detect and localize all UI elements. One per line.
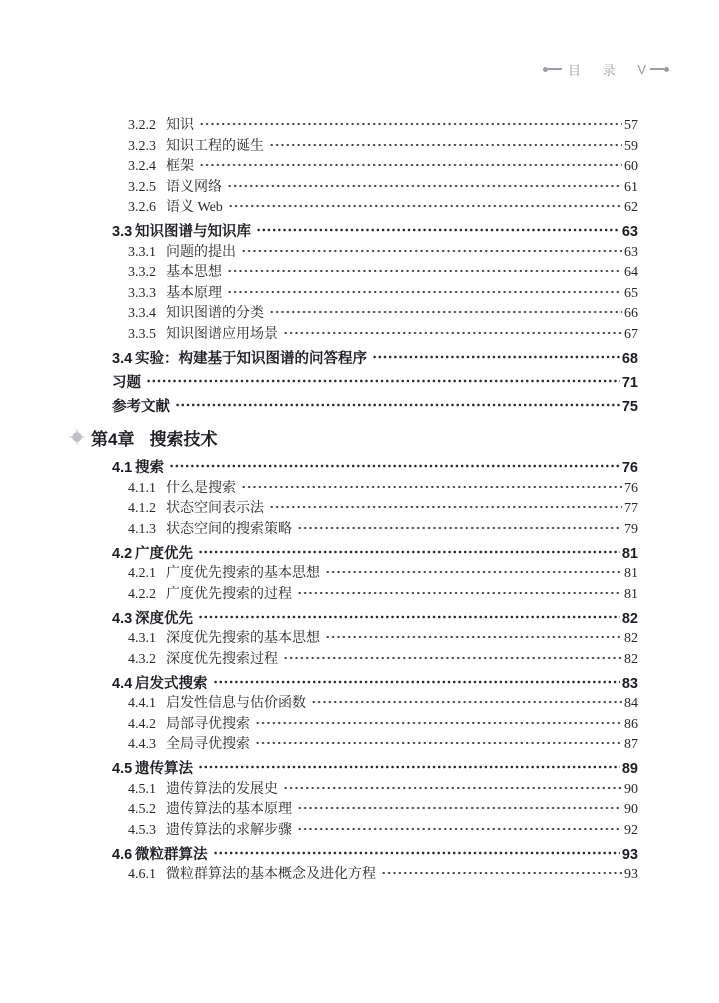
dot-leader [255,717,622,729]
bullet-icon [664,67,669,72]
toc-entry-title: 知识图谱与知识库 [135,224,251,240]
toc-entry-number: 4.2.1 [128,566,156,581]
toc-entry [112,371,638,392]
toc-entry [112,497,638,518]
toc-entry-title: 广度优先搜索的基本思想 [166,566,320,581]
toc-entry-title: 遗传算法 [135,761,193,777]
toc-entry-page: 57 [624,118,638,133]
toc-entry-page: 63 [621,224,638,240]
toc-entry-page: 59 [624,138,638,154]
toc-entry [112,843,638,864]
toc-entry-page: 81 [624,566,638,581]
dot-leader [199,159,622,171]
toc-entry-number: 4.1.1 [128,480,156,496]
toc-entry-number: 3.2.6 [128,200,156,215]
toc-entry-page: 60 [624,159,638,174]
toc-entry [112,196,638,217]
toc-entry-title: 习题 [112,374,141,391]
toc-entry-page: 65 [624,285,638,301]
dot-leader [198,611,620,623]
toc-entry-page: 76 [621,460,638,476]
toc-entry-title: 知识 [166,118,194,133]
dot-leader [198,761,620,773]
toc-entry [112,542,638,563]
toc-entry-page: 82 [624,651,638,667]
toc-entry-page: 83 [621,675,638,692]
dot-leader [228,200,622,212]
toc-entry [112,863,638,884]
toc-entry-title: 知识图谱应用场景 [166,326,278,342]
toc-entry-title: 启发式搜索 [135,675,208,692]
toc-entry [112,757,638,778]
toc-entry-number: 4.6 [112,846,133,863]
dot-leader [227,286,622,298]
toc-entry [112,648,638,669]
toc-entry-title: 语义网络 [166,179,222,195]
dash-rule [650,68,664,70]
toc-entry [112,778,638,799]
toc-entry-number: 3.2.2 [128,118,156,133]
dot-leader [311,696,622,708]
toc-entry-title: 广度优先搜索的过程 [166,586,292,602]
toc-entry [112,627,638,648]
toc-entry-page: 81 [621,545,638,562]
toc-entry-page: 71 [621,374,638,391]
chapter-heading [67,424,638,450]
toc-entry-page: 90 [624,802,638,817]
dot-leader [175,399,620,411]
toc-entry-title: 全局寻优搜索 [166,737,250,752]
toc-entry-page: 64 [624,265,638,280]
header-title: 目 录 [568,62,625,78]
dot-leader [146,375,620,387]
toc-entry-number: 4.5 [112,761,133,777]
dot-leader [325,566,622,578]
dot-leader [381,867,622,879]
toc-entry-title: 遗传算法的基本原理 [166,802,292,817]
toc-entry-page: 63 [624,244,638,260]
dot-leader [283,652,622,664]
toc-entry-title: 基本原理 [166,285,222,301]
toc-entry [112,241,638,262]
toc-entry-page: 86 [624,716,638,732]
toc-entry-page: 75 [621,398,638,415]
dot-leader [256,224,620,236]
toc-entry [112,819,638,840]
dot-leader [241,481,622,493]
dot-leader [198,546,620,558]
toc-entry-page: 87 [624,737,638,752]
dot-leader [325,631,622,643]
dot-leader [269,501,622,513]
toc-entry-title: 状态空间的搜索策略 [166,521,292,537]
toc-entry-number: 3.3.4 [128,306,156,321]
toc-entry-title: 语义 Web [166,200,223,215]
toc-entry-title: 广度优先 [135,545,193,562]
dot-leader [255,737,622,749]
toc-entry [112,282,638,303]
dot-leader [227,265,622,277]
toc-entry [112,456,638,477]
toc-entry-title: 深度优先搜索过程 [166,651,278,667]
toc-entry-title: 基本思想 [166,265,222,280]
toc-entry-number: 3.3.3 [128,285,156,301]
toc-entry-number: 4.1.3 [128,521,156,537]
toc-entry [112,518,638,539]
toc-entry-page: 68 [621,350,638,367]
toc-entry-number: 4.5.2 [128,802,156,817]
toc-entry-page: 81 [624,586,638,602]
toc-entry [112,261,638,282]
toc-entry-page: 93 [621,846,638,863]
toc-entry-title: 什么是搜索 [166,480,236,496]
dash-rule [548,68,562,70]
toc-entry-title: 知识图谱的分类 [166,306,264,321]
dot-leader [283,782,622,794]
toc-entry-number: 4.1 [112,460,133,476]
toc-entry-number: 4.4 [112,675,133,692]
toc-entry-number: 4.3 [112,610,133,627]
toc-entry [112,583,638,604]
toc-entry-title: 微粒群算法的基本概念及进化方程 [166,867,376,882]
toc-entry [112,176,638,197]
toc-entry [112,114,638,135]
toc-entry-title: 深度优先搜索的基本思想 [166,631,320,646]
toc-entry-page: 90 [624,781,638,797]
toc-entry-title: 遗传算法的求解步骤 [166,822,292,838]
toc-entry-title: 知识工程的诞生 [166,138,264,154]
dot-leader [213,676,620,688]
dot-leader [297,823,622,835]
toc-entry-page: 84 [624,696,638,711]
toc-entry-title: 参考文献 [112,398,170,415]
running-header [543,61,669,77]
toc-entry-title: 框架 [166,159,194,174]
toc-entry-number: 3.2.3 [128,138,156,154]
toc-entry-page: 79 [624,521,638,537]
toc-entry-number: 3.3.1 [128,244,156,260]
toc-entry-page: 92 [624,822,638,838]
toc-entry [112,135,638,156]
toc-entry [112,733,638,754]
toc-entry [112,323,638,344]
dot-leader [297,522,622,534]
header-left-ornament [543,60,625,79]
toc-entry [112,562,638,583]
toc-entry-page: 82 [624,631,638,646]
toc-entry [112,607,638,628]
compass-flower-icon [67,427,87,447]
dot-leader [241,245,622,257]
toc-entry-number: 4.3.2 [128,651,156,667]
toc-entry-number: 4.5.3 [128,822,156,838]
toc-entry-number: 4.2.2 [128,586,156,602]
toc-entry [112,395,638,416]
toc-entry-number: 4.1.2 [128,501,156,516]
toc-entry-number: 4.5.1 [128,781,156,797]
dot-leader [227,180,622,192]
toc-entry-page: 61 [624,179,638,195]
toc-list [91,114,638,884]
toc-entry-number: 4.3.1 [128,631,156,646]
toc-entry [112,713,638,734]
toc-entry-page: 76 [624,480,638,496]
toc-entry-page: 82 [621,610,638,627]
toc-entry-number: 4.2 [112,545,133,562]
header-page-number: V [637,61,646,77]
dot-leader [213,847,620,859]
dot-leader [297,587,622,599]
toc-entry-title: 状态空间表示法 [166,501,264,516]
chapter-title: 搜索技术 [149,429,218,449]
toc-entry [112,220,638,241]
toc-entry-title: 遗传算法的发展史 [166,781,278,797]
toc-entry-page: 93 [624,867,638,882]
toc-entry-page: 67 [624,326,638,342]
toc-entry-title: 局部寻优搜索 [166,716,250,732]
toc-entry-page: 62 [624,200,638,215]
toc-entry-title: 实验：构建基于知识图谱的问答程序 [135,350,367,367]
toc-entry-number: 4.4.2 [128,716,156,732]
dot-leader [169,460,620,472]
toc-entry [112,302,638,323]
toc-entry [112,672,638,693]
toc-entry-title: 搜索 [135,460,164,476]
toc-entry-number: 3.3 [112,224,133,240]
toc-entry-title: 深度优先 [135,610,193,627]
toc-entry-title: 启发性信息与估价函数 [166,696,306,711]
toc-entry [112,477,638,498]
dot-leader [199,118,622,130]
toc-entry-page: 77 [624,501,638,516]
toc-entry-number: 3.3.2 [128,265,156,280]
dot-leader [269,306,622,318]
toc-entry-title: 问题的提出 [166,244,236,260]
dot-leader [372,351,620,363]
toc-entry [112,798,638,819]
toc-entry-number: 3.2.4 [128,159,156,174]
toc-entry-number: 4.4.3 [128,737,156,752]
toc-entry [112,692,638,713]
toc-entry-number: 3.3.5 [128,326,156,342]
dot-leader [269,139,622,151]
dot-leader [283,327,622,339]
dot-leader [297,802,622,814]
toc-entry-number: 4.6.1 [128,867,156,882]
header-right-ornament [637,62,669,77]
chapter-number: 第4章 [91,429,135,449]
toc-entry-page: 89 [621,761,638,777]
toc-entry-page: 66 [624,306,638,321]
toc-entry-number: 3.4 [112,350,133,367]
toc-entry [112,155,638,176]
toc-entry [112,347,638,368]
toc-entry-number: 3.2.5 [128,179,156,195]
toc-entry-number: 4.4.1 [128,696,156,711]
toc-entry-title: 微粒群算法 [135,846,208,863]
